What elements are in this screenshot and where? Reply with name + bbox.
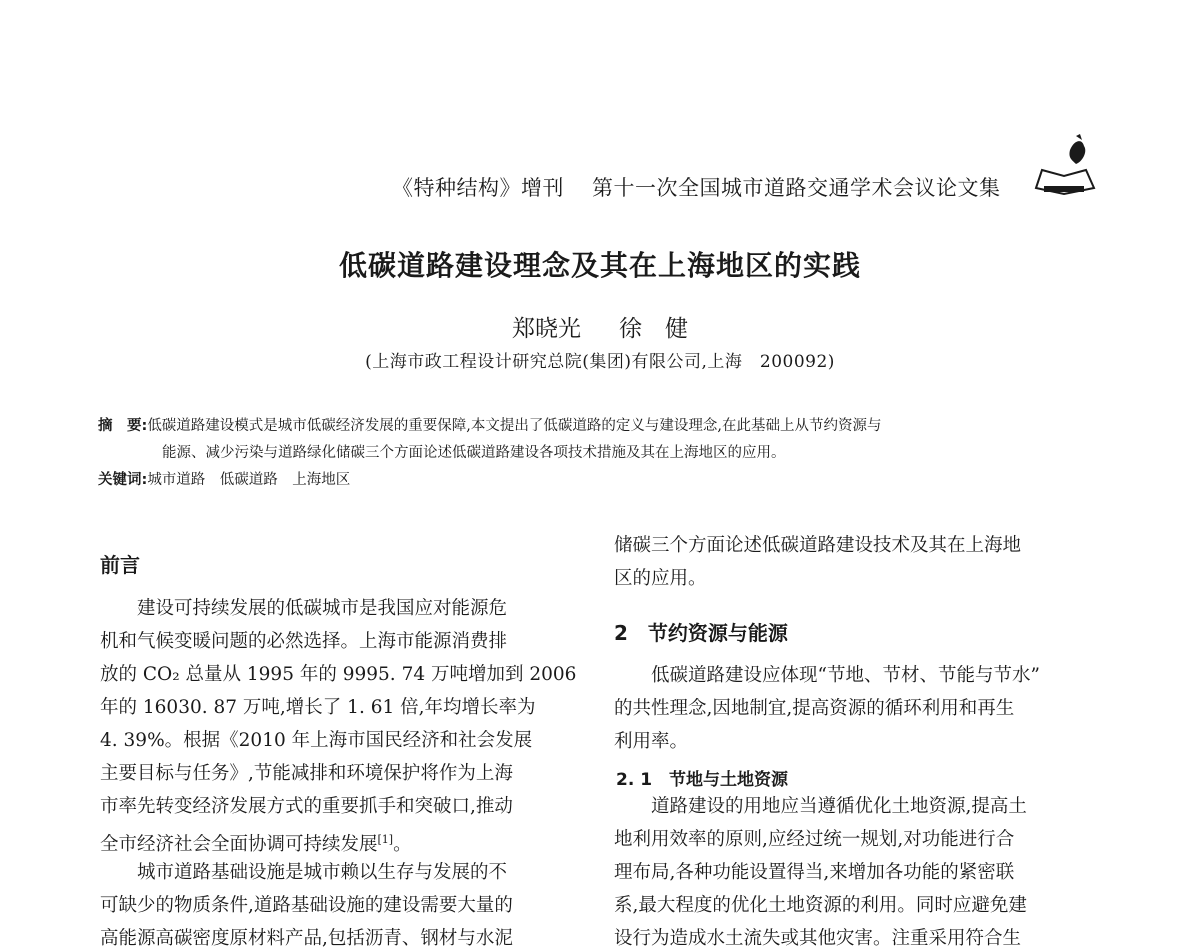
body-line <box>100 828 586 857</box>
body-line: 放的 CO₂ 总量从 1995 年的 9995. 74 万吨增加到 2006 <box>100 664 577 685</box>
book-logo-icon <box>1030 132 1100 202</box>
body-line: 系,最大程度的优化土地资源的利用。同时应避免建 <box>614 895 1027 916</box>
author-list <box>0 310 1200 343</box>
body-line: 储碳三个方面论述低碳道路建设技术及其在上海地 <box>614 535 1022 556</box>
body-line: 可缺少的物质条件,道路基础设施的建设需要大量的 <box>100 895 513 916</box>
journal-name: 《特种结构》增刊 <box>392 176 564 200</box>
body-line: 低碳道路建设应体现“节地、节材、节能与节水” <box>651 665 1040 686</box>
body-text: 。 <box>393 834 412 856</box>
paper-title: 低碳道路建设理念及其在上海地区的实践 <box>338 249 861 282</box>
body-line: 年的 16030. 87 万吨,增长了 1. 61 倍,年均增长率为 <box>100 697 536 718</box>
body-line: 区的应用。 <box>614 568 707 589</box>
abstract-label: 摘 要: <box>98 418 148 434</box>
body-line: 高能源高碳密度原材料产品,包括沥青、钢材与水泥 <box>100 928 513 949</box>
author-name: 郑晓光 <box>512 316 581 342</box>
keywords-line <box>98 468 1108 489</box>
author-affiliation: (上海市政工程设计研究总院(集团)有限公司,上海 200092) <box>365 352 835 372</box>
abstract-text: 能源、减少污染与道路绿化储碳三个方面论述低碳道路建设各项技术措施及其在上海地区的应用。 <box>162 445 786 461</box>
keywords-label: 关键词: <box>98 472 148 488</box>
author-name: 徐 健 <box>619 316 688 342</box>
running-header <box>300 166 1100 210</box>
section-heading-2: 2 节约资源与能源 <box>614 621 788 645</box>
abstract-line <box>162 441 1108 462</box>
citation-ref: [1] <box>377 833 394 846</box>
body-line: 4. 39%。根据《2010 年上海市国民经济和社会发展 <box>100 730 533 751</box>
abstract-text: 低碳道路建设模式是城市低碳经济发展的重要保障,本文提出了低碳道路的定义与建设理念,在此基础上从节约资源与 <box>147 418 882 434</box>
body-line: 市率先转变经济发展方式的重要抓手和突破口,推动 <box>100 796 513 817</box>
body-text: 全市经济社会全面协调可持续发展 <box>100 834 378 856</box>
section-heading-preface: 前言 <box>100 553 140 577</box>
body-line: 主要目标与任务》,节能减排和环境保护将作为上海 <box>100 763 513 784</box>
section-heading-2-1: 2. 1 节地与土地资源 <box>616 770 789 790</box>
keywords-text: 城市道路 低碳道路 上海地区 <box>147 472 351 488</box>
body-line: 城市道路基础设施是城市赖以生存与发展的不 <box>137 862 508 883</box>
body-line: 机和气候变暖问题的必然选择。上海市能源消费排 <box>100 631 508 652</box>
body-line: 建设可持续发展的低碳城市是我国应对能源危 <box>137 598 508 619</box>
abstract-line <box>98 414 1108 435</box>
body-line: 理布局,各种功能设置得当,来增加各功能的紧密联 <box>614 862 1015 883</box>
body-line: 道路建设的用地应当遵循优化土地资源,提高土 <box>651 796 1027 817</box>
body-line: 地利用效率的原则,应经过统一规划,对功能进行合 <box>614 829 1015 850</box>
body-line: 利用率。 <box>614 731 689 752</box>
conference-name: 第十一次全国城市道路交通学术会议论文集 <box>592 176 1001 200</box>
body-line: 设行为造成水土流失或其他灾害。注重采用符合生 <box>614 928 1022 949</box>
body-line: 的共性理念,因地制宜,提高资源的循环利用和再生 <box>614 698 1015 719</box>
